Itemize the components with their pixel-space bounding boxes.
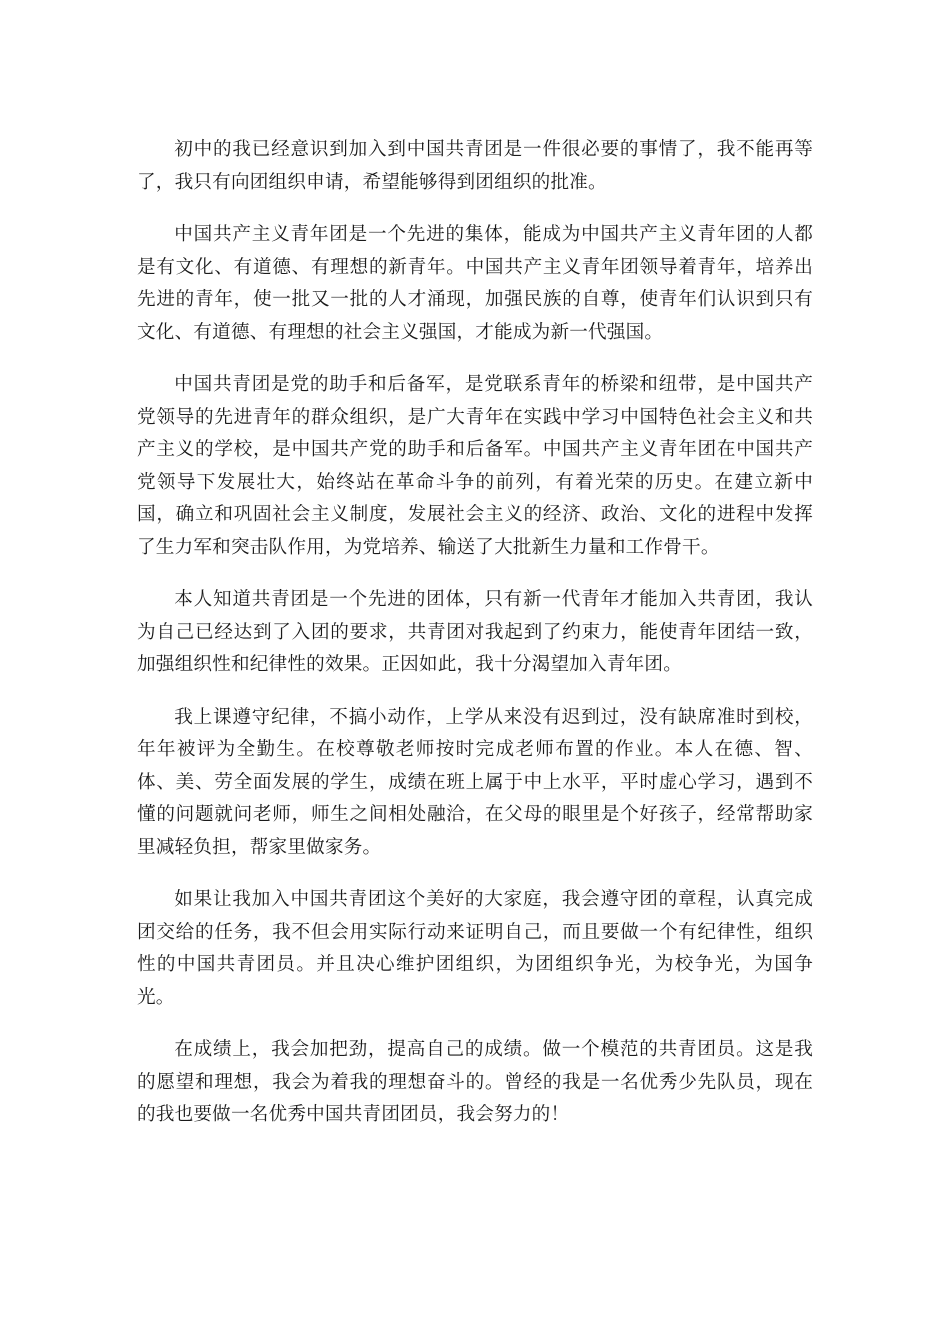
document-body xyxy=(137,134,813,1152)
paragraph-1: 初中的我已经意识到加入到中国共青团是一件很必要的事情了，我不能再等了，我只有向团组织申请，希望能够得到团组织的批准。 xyxy=(137,139,813,193)
paragraph-3: 中国共青团是党的助手和后备军，是党联系青年的桥梁和纽带，是中国共产党领导的先进青年的群众组织，是广大青年在实践中学习中国特色社会主义和共产主义的学校，是中国共产党的助手和后备军。中国共产主义青年团在中国共产党领导下发展壮大，始终站在革命斗争的前列，有着光荣的历史。在建立新中国，确立和巩固社会主义制度，发展社会主义的经济、政治、文化的进程中发挥了生力军和突击队作用，为党培养、输送了大批新生力量和工作骨干。 xyxy=(137,374,813,558)
paragraph-6: 如果让我加入中国共青团这个美好的大家庭，我会遵守团的章程，认真完成团交给的任务，我不但会用实际行动来证明自己，而且要做一个有纪律性，组织性的中国共青团员。并且决心维护团组织，为团组织争光，为校争光，为国争光。 xyxy=(137,889,813,1008)
paragraph-2: 中国共产主义青年团是一个先进的集体，能成为中国共产主义青年团的人都是有文化、有道德、有理想的新青年。中国共产主义青年团领导着青年，培养出先进的青年，使一批又一批的人才涌现，加强民族的自尊，使青年们认识到只有文化、有道德、有理想的社会主义强国，才能成为新一代强国。 xyxy=(137,224,813,343)
paragraph-5: 我上课遵守纪律，不搞小动作，上学从来没有迟到过，没有缺席准时到校，年年被评为全勤生。在校尊敬老师按时完成老师布置的作业。本人在德、智、体、美、劳全面发展的学生，成绩在班上属于中上水平，平时虚心学习，遇到不懂的问题就问老师，师生之间相处融洽，在父母的眼里是个好孩子，经常帮助家里减轻负担，帮家里做家务。 xyxy=(137,706,813,858)
paragraph-7: 在成绩上，我会加把劲，提高自己的成绩。做一个模范的共青团员。这是我的愿望和理想，我会为着我的理想奋斗的。曾经的我是一名优秀少先队员，现在的我也要做一名优秀中国共青团团员，我会努力的！ xyxy=(137,1039,813,1125)
paragraph-4: 本人知道共青团是一个先进的团体，只有新一代青年才能加入共青团，我认为自己已经达到了入团的要求，共青团对我起到了约束力，能使青年团结一致，加强组织性和纪律性的效果。正因如此，我十分渴望加入青年团。 xyxy=(137,589,813,675)
